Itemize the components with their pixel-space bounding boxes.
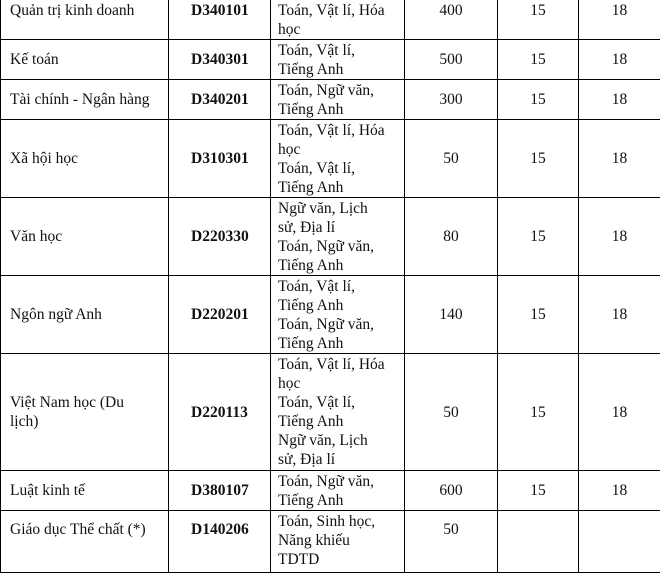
quota: 300 [405, 80, 498, 120]
table-row [1, 0, 660, 40]
subject-combinations: Toán, Vật lí, Hóa học Toán, Vật lí, Tiếng Anh Ngữ văn, Lịch sử, Địa lí [271, 354, 405, 471]
subject-combinations: Toán, Vật lí, Hóa học [271, 0, 405, 40]
major-name: Quản trị kinh doanh [1, 0, 169, 40]
min-score-a [498, 511, 579, 573]
major-code: D220330 [169, 198, 271, 276]
table-row [1, 511, 660, 573]
major-code: D310301 [169, 120, 271, 198]
min-score-b: 18 [579, 354, 660, 471]
major-code: D220113 [169, 354, 271, 471]
min-score-b: 18 [579, 120, 660, 198]
subject-combinations: Ngữ văn, Lịch sử, Địa lí Toán, Ngữ văn, Tiếng Anh [271, 198, 405, 276]
table-row [1, 354, 660, 471]
min-score-b: 18 [579, 471, 660, 511]
min-score-b: 18 [579, 276, 660, 354]
subject-combinations: Toán, Vật lí, Tiếng Anh Toán, Ngữ văn, Tiếng Anh [271, 276, 405, 354]
min-score-a: 15 [498, 120, 579, 198]
subject-combinations: Toán, Vật lí, Tiếng Anh [271, 40, 405, 80]
quota: 500 [405, 40, 498, 80]
major-name: Văn học [1, 198, 169, 276]
min-score-b: 18 [579, 0, 660, 40]
subject-combinations: Toán, Sinh học, Năng khiếu TDTD [271, 511, 405, 573]
subject-combinations: Toán, Vật lí, Hóa học Toán, Vật lí, Tiếng Anh [271, 120, 405, 198]
major-name: Ngôn ngữ Anh [1, 276, 169, 354]
quota: 400 [405, 0, 498, 40]
table-row [1, 80, 660, 120]
major-code: D340201 [169, 80, 271, 120]
min-score-a: 15 [498, 276, 579, 354]
min-score-a: 15 [498, 40, 579, 80]
table-row [1, 40, 660, 80]
major-code: D220201 [169, 276, 271, 354]
quota: 140 [405, 276, 498, 354]
subject-combinations: Toán, Ngữ văn, Tiếng Anh [271, 80, 405, 120]
table-row [1, 276, 660, 354]
major-code: D140206 [169, 511, 271, 573]
min-score-a: 15 [498, 354, 579, 471]
min-score-b: 18 [579, 40, 660, 80]
min-score-b [579, 511, 660, 573]
major-name: Giáo dục Thể chất (*) [1, 511, 169, 573]
major-name: Tài chính - Ngân hàng [1, 80, 169, 120]
min-score-a: 15 [498, 471, 579, 511]
min-score-b: 18 [579, 80, 660, 120]
table-row [1, 198, 660, 276]
min-score-a: 15 [498, 0, 579, 40]
major-name: Luật kinh tế [1, 471, 169, 511]
quota: 50 [405, 354, 498, 471]
major-name: Việt Nam học (Du lịch) [1, 354, 169, 471]
major-name: Xã hội học [1, 120, 169, 198]
min-score-a: 15 [498, 198, 579, 276]
table-row [1, 120, 660, 198]
quota: 600 [405, 471, 498, 511]
subject-combinations: Toán, Ngữ văn, Tiếng Anh [271, 471, 405, 511]
min-score-b: 18 [579, 198, 660, 276]
major-code: D380107 [169, 471, 271, 511]
quota: 50 [405, 120, 498, 198]
major-code: D340301 [169, 40, 271, 80]
quota: 80 [405, 198, 498, 276]
quota: 50 [405, 511, 498, 573]
min-score-a: 15 [498, 80, 579, 120]
table-row [1, 471, 660, 511]
major-code: D340101 [169, 0, 271, 40]
major-name: Kế toán [1, 40, 169, 80]
